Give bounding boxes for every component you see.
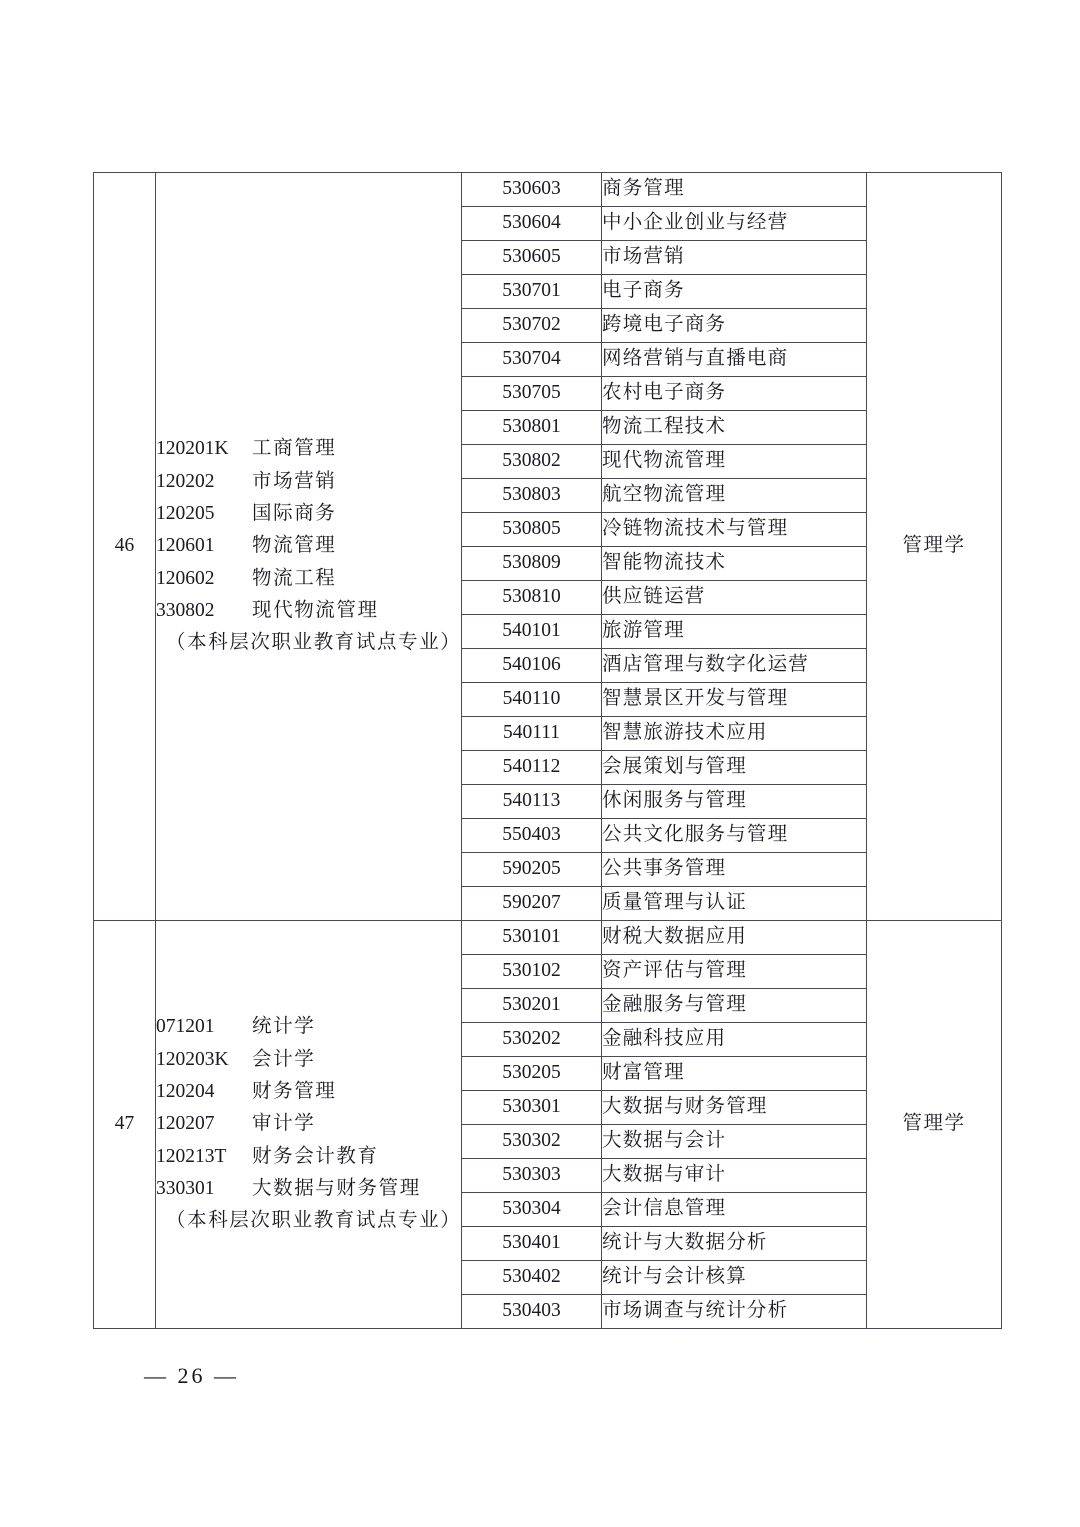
vocational-major-code-cell: 530302 xyxy=(462,1125,602,1159)
vocational-major-name-cell: 公共事务管理 xyxy=(602,853,867,887)
undergraduate-major-code: 120202 xyxy=(156,470,215,492)
vocational-major-code-cell: 530201 xyxy=(462,989,602,1023)
undergraduate-major-code: 120213T xyxy=(156,1145,227,1167)
vocational-major-name-cell: 农村电子商务 xyxy=(602,377,867,411)
vocational-major-name-cell: 智慧旅游技术应用 xyxy=(602,717,867,751)
undergraduate-major-item xyxy=(156,498,461,530)
vocational-major-code-cell: 530603 xyxy=(462,173,602,207)
vocational-major-name-cell: 市场调查与统计分析 xyxy=(602,1295,867,1329)
discipline-category-cell: 管理学 xyxy=(867,173,1002,921)
vocational-major-name-cell: 财税大数据应用 xyxy=(602,921,867,955)
vocational-major-name-cell: 统计与大数据分析 xyxy=(602,1227,867,1261)
vocational-major-code-cell: 530702 xyxy=(462,309,602,343)
vocational-major-code-cell: 530301 xyxy=(462,1091,602,1125)
vocational-major-name-cell: 会计信息管理 xyxy=(602,1193,867,1227)
undergraduate-major-code: 330802 xyxy=(156,600,215,622)
vocational-major-name-cell: 物流工程技术 xyxy=(602,411,867,445)
vocational-major-code-cell: 530705 xyxy=(462,377,602,411)
undergraduate-major-code: 120204 xyxy=(156,1080,215,1102)
vocational-major-code-cell: 530205 xyxy=(462,1057,602,1091)
undergraduate-major-code: 120207 xyxy=(156,1113,215,1135)
undergraduate-major-item xyxy=(156,433,461,465)
undergraduate-major-name: 大数据与财务管理 xyxy=(252,1178,421,1200)
undergraduate-majors-cell xyxy=(156,921,462,1329)
vocational-major-code-cell: 590207 xyxy=(462,887,602,921)
undergraduate-major-code: 120205 xyxy=(156,502,215,524)
vocational-major-code-cell: 530801 xyxy=(462,411,602,445)
vocational-major-code-cell: 530202 xyxy=(462,1023,602,1057)
undergraduate-major-name: 统计学 xyxy=(252,1016,316,1038)
undergraduate-major-code: 120201K xyxy=(156,438,229,460)
vocational-major-code-cell: 540110 xyxy=(462,683,602,717)
vocational-major-code-cell: 530805 xyxy=(462,513,602,547)
vocational-major-name-cell: 现代物流管理 xyxy=(602,445,867,479)
vocational-major-name-cell: 智慧景区开发与管理 xyxy=(602,683,867,717)
vocational-major-code-cell: 530605 xyxy=(462,241,602,275)
vocational-major-code-cell: 530402 xyxy=(462,1261,602,1295)
vocational-major-code-cell: 530303 xyxy=(462,1159,602,1193)
undergraduate-majors-cell xyxy=(156,173,462,921)
table-row xyxy=(94,173,1002,207)
group-index-cell: 47 xyxy=(94,921,156,1329)
vocational-major-name-cell: 网络营销与直播电商 xyxy=(602,343,867,377)
vocational-major-name-cell: 航空物流管理 xyxy=(602,479,867,513)
vocational-major-code-cell: 530810 xyxy=(462,581,602,615)
vocational-major-code-cell: 530604 xyxy=(462,207,602,241)
vocational-major-name-cell: 酒店管理与数字化运营 xyxy=(602,649,867,683)
undergraduate-major-item xyxy=(156,1173,461,1205)
vocational-major-name-cell: 资产评估与管理 xyxy=(602,955,867,989)
major-correspondence-table xyxy=(93,172,1002,1329)
vocational-major-name-cell: 大数据与审计 xyxy=(602,1159,867,1193)
vocational-major-code-cell: 590205 xyxy=(462,853,602,887)
undergraduate-major-item xyxy=(156,595,461,627)
vocational-major-code-cell: 530701 xyxy=(462,275,602,309)
undergraduate-major-code: 120203K xyxy=(156,1048,229,1070)
vocational-major-name-cell: 大数据与财务管理 xyxy=(602,1091,867,1125)
undergraduate-major-item xyxy=(156,530,461,562)
undergraduate-majors-list xyxy=(156,433,461,660)
vocational-major-code-cell: 530403 xyxy=(462,1295,602,1329)
vocational-major-code-cell: 550403 xyxy=(462,819,602,853)
vocational-major-name-cell: 市场营销 xyxy=(602,241,867,275)
vocational-major-code-cell: 530304 xyxy=(462,1193,602,1227)
undergraduate-major-name: 审计学 xyxy=(252,1113,316,1135)
vocational-major-code-cell: 530802 xyxy=(462,445,602,479)
undergraduate-majors-list xyxy=(156,1011,461,1238)
undergraduate-majors-note: （本科层次职业教育试点专业） xyxy=(166,632,462,654)
undergraduate-major-name: 现代物流管理 xyxy=(252,600,379,622)
undergraduate-major-name: 财务会计教育 xyxy=(252,1145,379,1167)
vocational-major-code-cell: 530102 xyxy=(462,955,602,989)
vocational-major-code-cell: 530101 xyxy=(462,921,602,955)
undergraduate-major-name: 财务管理 xyxy=(252,1080,337,1102)
undergraduate-major-name: 会计学 xyxy=(252,1048,316,1070)
vocational-major-name-cell: 跨境电子商务 xyxy=(602,309,867,343)
undergraduate-major-item xyxy=(156,466,461,498)
table-row xyxy=(94,921,1002,955)
undergraduate-major-name: 工商管理 xyxy=(252,438,337,460)
vocational-major-name-cell: 金融服务与管理 xyxy=(602,989,867,1023)
undergraduate-major-item xyxy=(156,1108,461,1140)
vocational-major-name-cell: 智能物流技术 xyxy=(602,547,867,581)
vocational-major-code-cell: 540111 xyxy=(462,717,602,751)
vocational-major-name-cell: 公共文化服务与管理 xyxy=(602,819,867,853)
undergraduate-major-name: 市场营销 xyxy=(252,470,337,492)
vocational-major-code-cell: 540112 xyxy=(462,751,602,785)
vocational-major-name-cell: 休闲服务与管理 xyxy=(602,785,867,819)
vocational-major-name-cell: 财富管理 xyxy=(602,1057,867,1091)
vocational-major-code-cell: 530401 xyxy=(462,1227,602,1261)
undergraduate-major-code: 071201 xyxy=(156,1016,215,1038)
vocational-major-code-cell: 540106 xyxy=(462,649,602,683)
undergraduate-major-name: 物流管理 xyxy=(252,535,337,557)
vocational-major-name-cell: 旅游管理 xyxy=(602,615,867,649)
table-body xyxy=(94,173,1002,1329)
vocational-major-code-cell: 540113 xyxy=(462,785,602,819)
undergraduate-majors-note: （本科层次职业教育试点专业） xyxy=(166,1210,462,1232)
undergraduate-major-item xyxy=(156,1141,461,1173)
discipline-category-cell: 管理学 xyxy=(867,921,1002,1329)
vocational-major-code-cell: 530803 xyxy=(462,479,602,513)
vocational-major-name-cell: 电子商务 xyxy=(602,275,867,309)
undergraduate-major-item xyxy=(156,563,461,595)
vocational-major-name-cell: 质量管理与认证 xyxy=(602,887,867,921)
vocational-major-name-cell: 大数据与会计 xyxy=(602,1125,867,1159)
undergraduate-major-code: 330301 xyxy=(156,1178,215,1200)
vocational-major-name-cell: 冷链物流技术与管理 xyxy=(602,513,867,547)
vocational-major-code-cell: 530704 xyxy=(462,343,602,377)
vocational-major-name-cell: 商务管理 xyxy=(602,173,867,207)
page-number: — 26 — xyxy=(144,1363,239,1388)
group-index-cell: 46 xyxy=(94,173,156,921)
vocational-major-name-cell: 金融科技应用 xyxy=(602,1023,867,1057)
vocational-major-code-cell: 530809 xyxy=(462,547,602,581)
undergraduate-major-item xyxy=(156,1076,461,1108)
undergraduate-major-code: 120602 xyxy=(156,567,215,589)
vocational-major-name-cell: 供应链运营 xyxy=(602,581,867,615)
undergraduate-major-name: 物流工程 xyxy=(252,567,337,589)
vocational-major-name-cell: 会展策划与管理 xyxy=(602,751,867,785)
vocational-major-name-cell: 中小企业创业与经营 xyxy=(602,207,867,241)
vocational-major-code-cell: 540101 xyxy=(462,615,602,649)
undergraduate-major-name: 国际商务 xyxy=(252,502,337,524)
undergraduate-major-item xyxy=(156,1044,461,1076)
vocational-major-name-cell: 统计与会计核算 xyxy=(602,1261,867,1295)
undergraduate-major-code: 120601 xyxy=(156,535,215,557)
undergraduate-major-item xyxy=(156,1011,461,1043)
